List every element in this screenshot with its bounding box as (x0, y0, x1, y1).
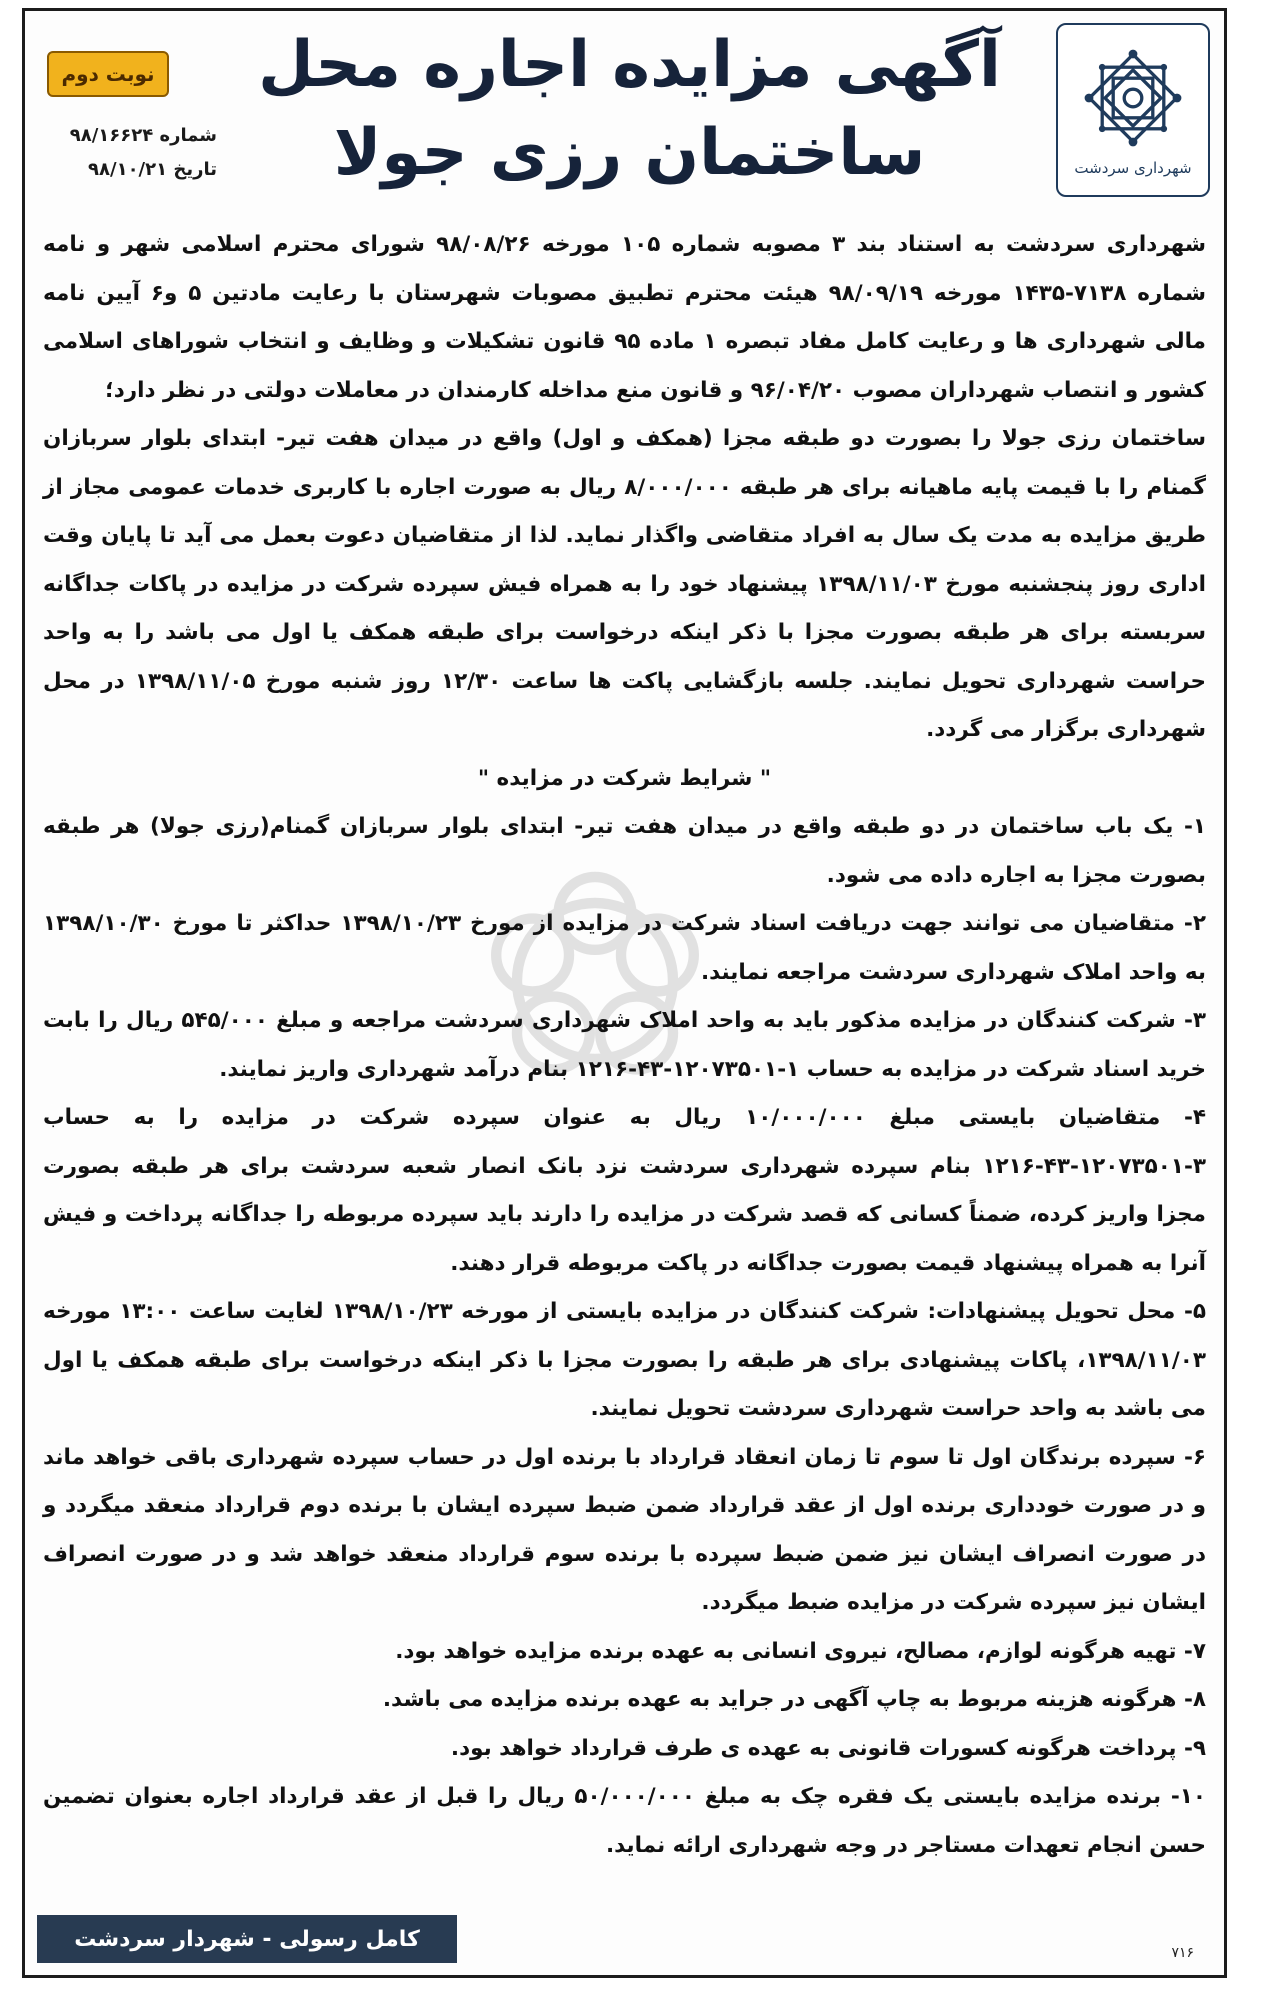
announcement-page (22, 8, 1227, 1978)
edition-badge: نوبت دوم (47, 51, 169, 97)
title-line-2: ساختمان رزی جولا (333, 116, 926, 190)
page-title (215, 21, 1044, 197)
condition-item: ۷- تهیه هرگونه لوازم، مصالح، نیروی انسانی به عهده برنده مزایده خواهد بود. (395, 1638, 1206, 1664)
announcement-date: تاریخ ۹۸/۱۰/۲۱ (88, 159, 217, 180)
header (25, 11, 1224, 211)
condition-item: ۱- یک باب ساختمان در دو طبقه واقع در میدان هفت تیر- ابتدای بلوار سربازان گمنام(رزی جولا) هر طبقه بصورت مجزا به اجاره داده می شود. (43, 814, 1206, 888)
announcement-body (43, 221, 1206, 1870)
municipality-star-icon (1078, 43, 1188, 153)
title-line-1: آگهی مزایده اجاره محل (258, 28, 1001, 102)
logo-caption: شهرداری سردشت (1074, 159, 1192, 177)
footer (25, 1903, 1224, 1975)
condition-item: ۲- متقاضیان می توانند جهت دریافت اسناد شرکت در مزایده از مورخ ۱۳۹۸/۱۰/۲۳ حداکثر تا مورخ ۱۳۹۸/۱۰/۳۰ به واحد املاک شهرداری سردشت مراجعه نمایند. (43, 911, 1206, 985)
condition-item: ۳- شرکت کنندگان در مزایده مذکور باید به واحد املاک شهرداری سردشت مراجعه و مبلغ ۵۴۵/۰۰۰ ریال را بابت خرید اسناد شرکت در مزایده به حساب ۱-۱۲۰۷۳۵۰۱-۴۳-۱۲۱۶ بنام درآمد شهرداری واریز نمایند. (43, 1008, 1206, 1082)
page-number: ۷۱۶ (1171, 1945, 1194, 1961)
main-paragraph: ساختمان رزی جولا را بصورت دو طبقه مجزا (همکف و اول) واقع در میدان هفت تیر- ابتدای بلوار سربازان گمنام را با قیمت پایه ماهیانه برای هر طبقه ۸/۰۰۰/۰۰۰ ریال به صورت اجاره با کاربری خدمات عمومی مجاز از طریق مزایده به مدت یک سال به افراد متقاضی واگذار نماید. لذا از متقاضیان دعوت بعمل می آید تا پایان وقت اداری روز پنجشنبه مورخ ۱۳۹۸/۱۱/۰۳ پیشنهاد خود را به همراه فیش سپرده شرکت در مزایده در پاکات جداگانه سربسته برای هر طبقه بصورت مجزا با ذکر اینکه درخواست برای طبقه همکف یا اول می باشد را به واحد حراست شهرداری تحویل نمایند. جلسه بازگشایی پاکت ها ساعت ۱۲/۳۰ روز شنبه مورخ ۱۳۹۸/۱۱/۰۵ در محل شهرداری برگزار می گردد. (43, 426, 1207, 742)
condition-item: ۴- متقاضیان بایستی مبلغ ۱۰/۰۰۰/۰۰۰ ریال به عنوان سپرده شرکت در مزایده را به حساب ۳-۱۲۰۷۳۵۰۱-۴۳-۱۲۱۶ بنام سپرده شهرداری سردشت نزد بانک انصار شعبه سردشت برای هر طبقه بصورت مجزا واریز کرده، ضمناً کسانی که قصد شرکت در مزایده را دارند باید سپرده مربوطه را جداگانه پرداخت و فیش آنرا به همراه پیشنهاد قیمت بصورت جداگانه در پاکت مربوطه قرار دهند. (43, 1105, 1206, 1276)
signature-block: کامل رسولی - شهردار سردشت (37, 1915, 457, 1963)
condition-item: ۱۰- برنده مزایده بایستی یک فقره چک به مبلغ ۵۰/۰۰۰/۰۰۰ ریال را قبل از عقد قرارداد اجاره بعنوان تضمین حسن انجام تعهدات مستاجر در وجه شهرداری ارائه نماید. (43, 1784, 1206, 1858)
condition-item: ۶- سپرده برندگان اول تا سوم تا زمان انعقاد قرارداد با برنده اول در حساب سپرده شهرداری باقی خواهد ماند و در صورت خودداری برنده اول از عقد قرارداد ضمن ضبط سپرده ایشان با برنده دوم قرارداد منعقد میگردد و در صورت انصراف ایشان نیز ضمن ضبط سپرده با برنده سوم قرارداد منعقد خواهد شد و در صورت انصراف ایشان نیز سپرده شرکت در مزایده ضبط میگردد. (43, 1444, 1206, 1615)
announcement-meta (37, 119, 217, 187)
condition-item: ۵- محل تحویل پیشنهادات: شرکت کنندگان در مزایده بایستی از مورخه ۱۳۹۸/۱۰/۲۳ لغایت ساعت ۱۳:۰۰ مورخه ۱۳۹۸/۱۱/۰۳، پاکات پیشنهادی برای هر طبقه را بصورت مجزا با ذکر اینکه درخواست برای طبقه همکف یا اول می باشد به واحد حراست شهرداری سردشت تحویل نمایند. (43, 1299, 1207, 1421)
intro-paragraph: شهرداری سردشت به استناد بند ۳ مصوبه شماره ۱۰۵ مورخه ۹۸/۰۸/۲۶ شورای محترم اسلامی شهر و نامه شماره ۷۱۳۸-۱۴۳۵ مورخه ۹۸/۰۹/۱۹ هیئت محترم تطبیق مصوبات شهرستان با رعایت مادتین ۵ و۶ آیین نامه مالی شهرداری ها و رعایت کامل مفاد تبصره ۱ ماده ۹۵ قانون تشکیلات و وظایف و انتخاب شوراهای اسلامی کشور و انتصاب شهرداران مصوب ۹۶/۰۴/۲۰ و قانون منع مداخله کارمندان در معاملات دولتی در نظر دارد؛ (43, 232, 1207, 403)
logo (1056, 23, 1210, 197)
condition-item: ۸- هرگونه هزینه مربوط به چاپ آگهی در جراید به عهده برنده مزایده می باشد. (382, 1687, 1206, 1712)
condition-item: ۹- پرداخت هرگونه کسورات قانونی به عهده ی طرف قرارداد خواهد بود. (450, 1735, 1206, 1761)
announcement-number: شماره ۹۸/۱۶۶۲۴ (69, 125, 217, 146)
conditions-title: " شرایط شرکت در مزایده " (477, 765, 772, 791)
